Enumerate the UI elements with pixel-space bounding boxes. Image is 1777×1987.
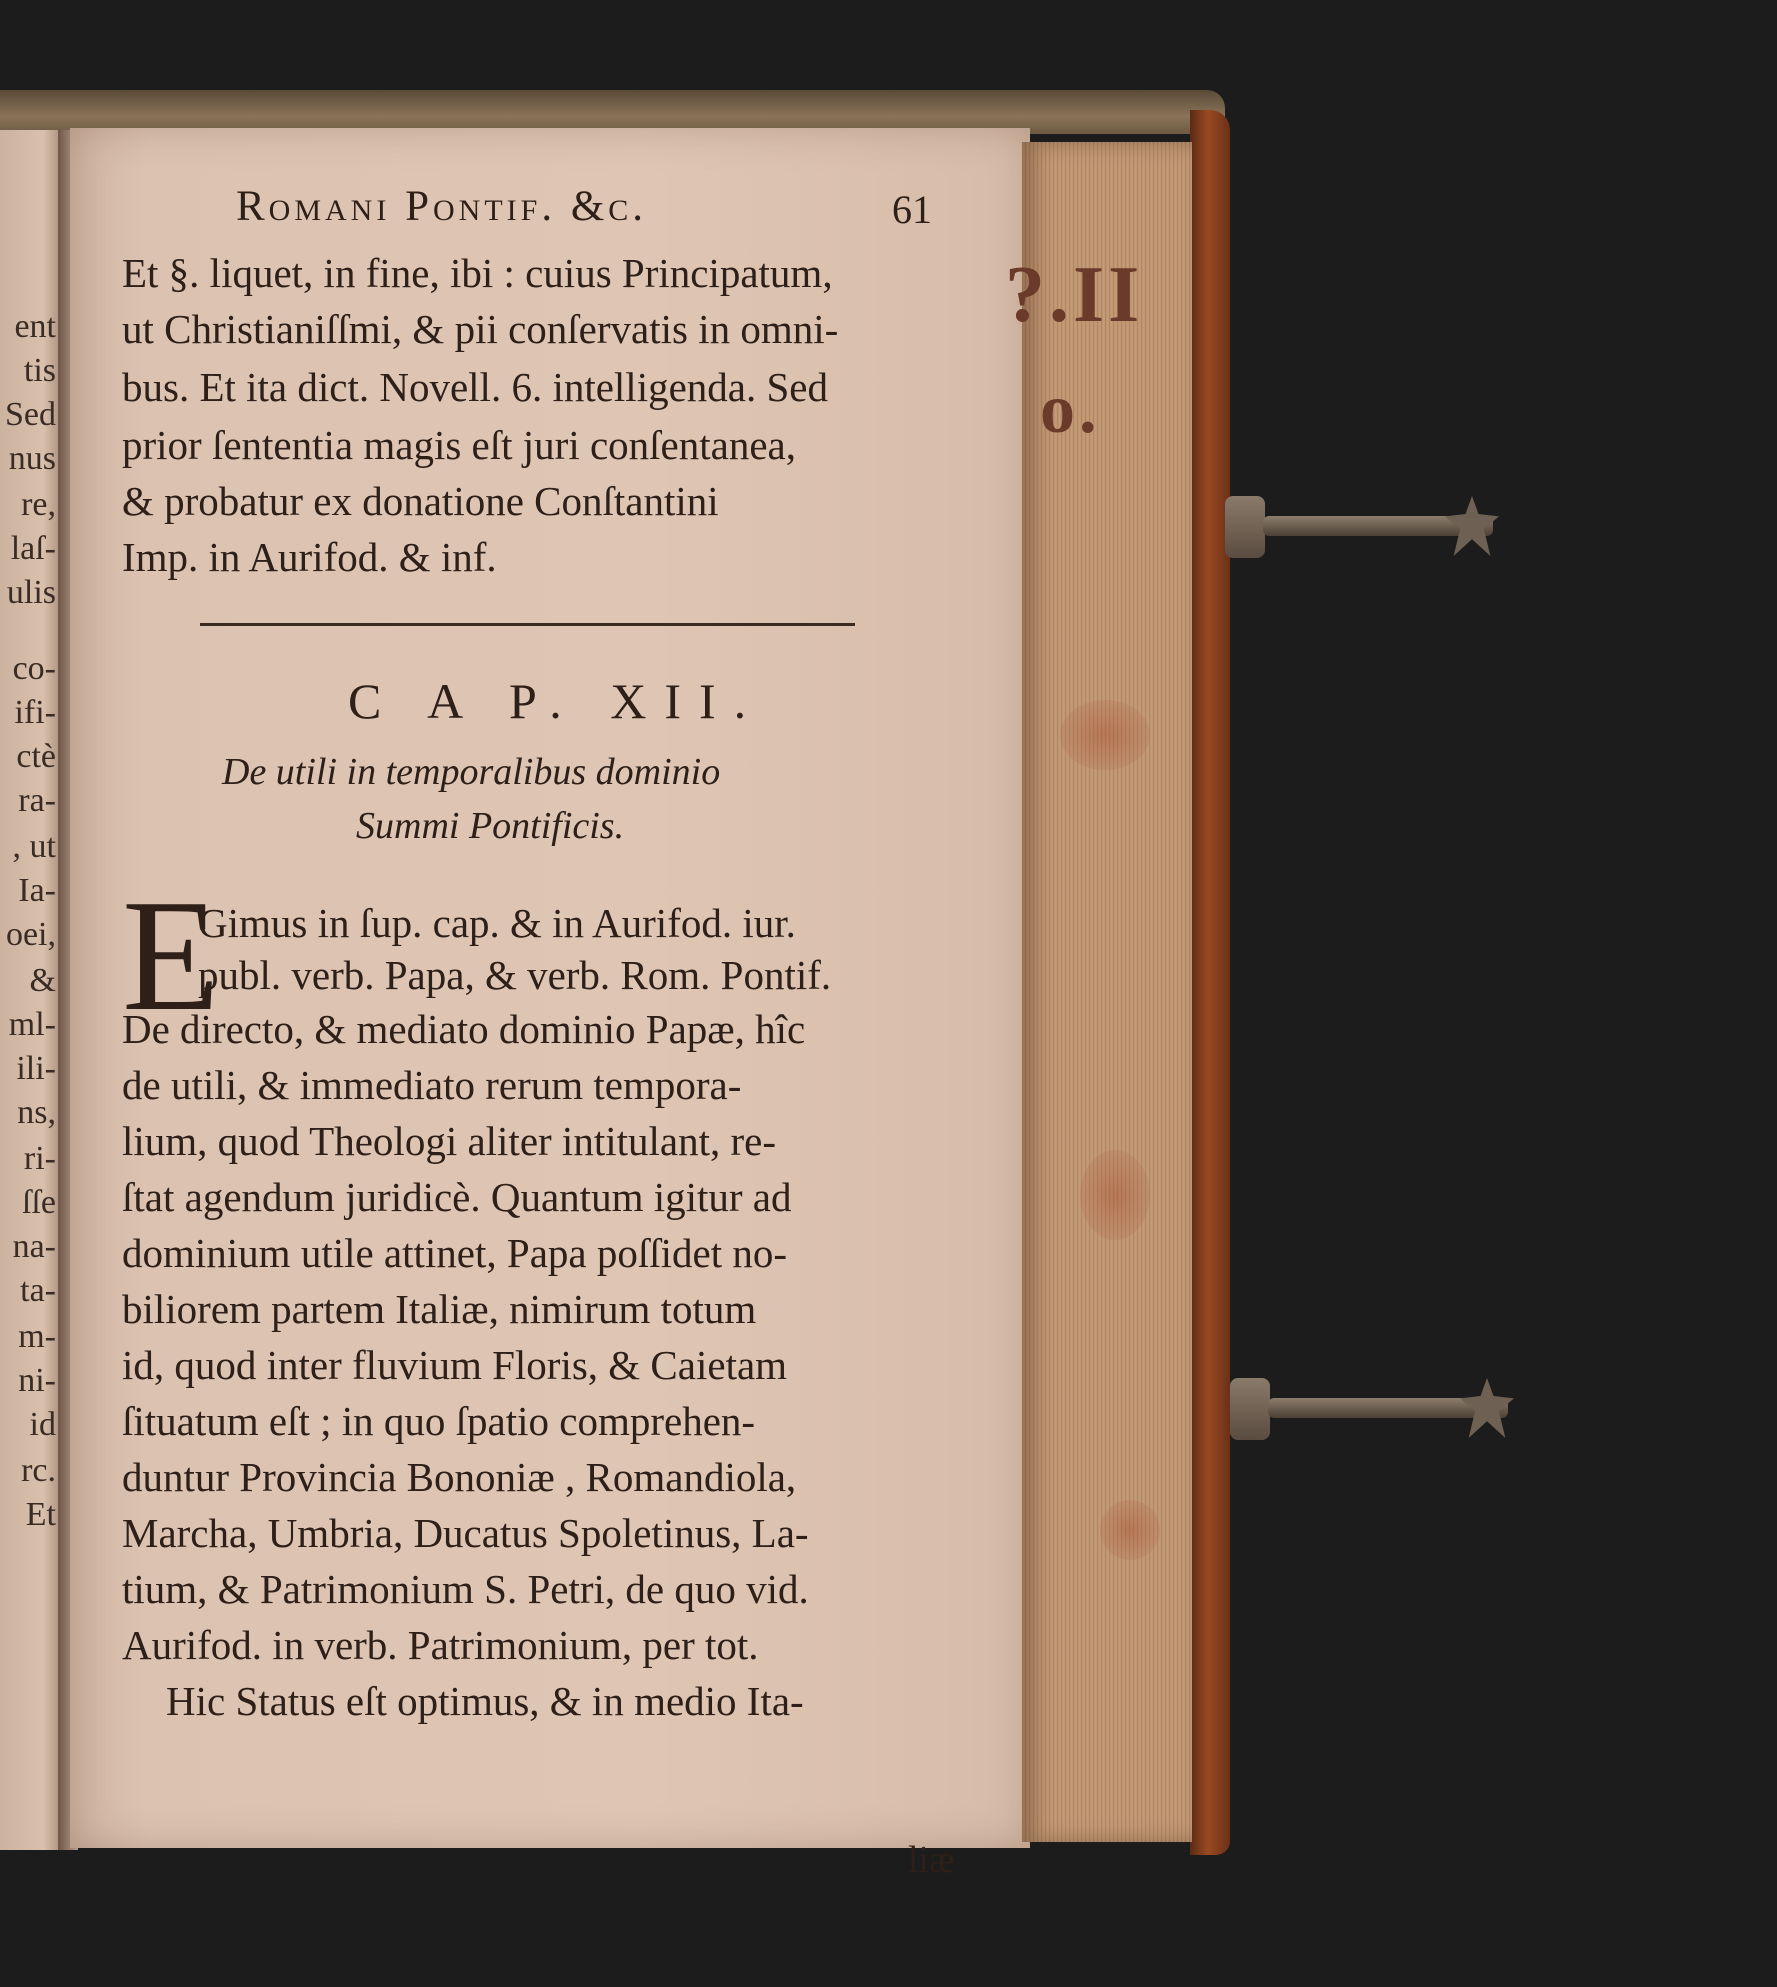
text-line: publ. verb. Papa, & verb. Rom. Pontif. — [198, 952, 832, 998]
text-line: ſituatum eſt ; in quo ſpatio comprehen- — [122, 1398, 756, 1444]
previous-page-text-fragment: Ia- — [18, 872, 56, 909]
previous-page-edge — [0, 130, 62, 1850]
book-cover-spine-edge — [1190, 110, 1230, 1855]
text-line: de utili, & immediato rerum tempora- — [122, 1062, 742, 1108]
previous-page-text-fragment: ra- — [18, 782, 56, 819]
text-line: prior ſententia magis eſt juri conſentanea, — [122, 422, 796, 468]
running-head: Romani Pontif. &c. — [236, 183, 648, 230]
text-line: Aurifod. in verb. Patrimonium, per tot. — [122, 1622, 759, 1668]
previous-page-text-fragment: m- — [18, 1318, 56, 1355]
previous-page-text-fragment: na- — [12, 1228, 56, 1265]
previous-page-text-fragment: Sed — [5, 396, 56, 433]
previous-page-text-fragment: nus — [8, 440, 56, 477]
clasp-hinge — [1225, 496, 1265, 558]
text-line: id, quod inter fluvium Floris, & Caietam — [122, 1342, 788, 1388]
text-line: Hic Status eſt optimus, & in medio Ita- — [166, 1678, 804, 1724]
text-line: De directo, & mediato dominio Papæ, hîc — [122, 1006, 806, 1052]
text-line: bus. Et ita dict. Novell. 6. intelligenda. Sed — [122, 364, 828, 410]
text-line: Imp. in Aurifod. & inf. — [122, 534, 497, 580]
fore-edge-inscription: o. — [1040, 371, 1101, 448]
previous-page-text-fragment: co- — [12, 650, 56, 687]
previous-page-text-fragment: ſſe — [22, 1184, 56, 1221]
text-line: duntur Provincia Bononiæ , Romandiola, — [122, 1454, 797, 1500]
drop-cap: E — [122, 866, 220, 1044]
previous-page-text-fragment: ta- — [20, 1272, 56, 1309]
fore-edge-inscription: ?.II — [1005, 251, 1144, 339]
previous-page-text-fragment: ili- — [16, 1050, 56, 1087]
previous-page-text-fragment: ni- — [18, 1362, 56, 1399]
previous-page-text-fragment: ri- — [23, 1140, 56, 1177]
text-line: & probatur ex donatione Conſtantini — [122, 478, 719, 524]
previous-page-text-fragment: ulis — [6, 574, 56, 611]
previous-page-text-fragment: ifi- — [14, 694, 56, 731]
previous-page-text-fragment: Et — [25, 1496, 56, 1533]
previous-page-text-fragment: oei, — [5, 916, 56, 953]
previous-page-text-fragment: ml- — [8, 1006, 56, 1043]
catchword: liæ — [908, 1839, 955, 1881]
previous-page-text-fragment: id — [29, 1406, 56, 1443]
text-line: Et §. liquet, in fine, ibi : cuius Principatum, — [122, 250, 833, 296]
foxing-stain — [1080, 1150, 1150, 1240]
text-line: Gimus in ſup. cap. & in Aurifod. iur. — [198, 900, 796, 946]
text-line: Marcha, Umbria, Ducatus Spoletinus, La- — [122, 1510, 809, 1556]
text-line: ſtat agendum juridicè. Quantum igitur ad — [122, 1174, 792, 1220]
previous-page-text-fragment: laſ- — [10, 530, 56, 567]
previous-page-text-fragment: tis — [23, 352, 56, 389]
text-line: ut Christianiſſmi, & pii conſervatis in omni- — [122, 306, 839, 352]
clasp-hinge — [1230, 1378, 1270, 1440]
previous-page-text-fragment: & — [29, 962, 56, 999]
text-line: dominium utile attinet, Papa poſſidet no- — [122, 1230, 788, 1276]
chapter-subtitle: Summi Pontificis. — [356, 805, 625, 847]
previous-page-text-fragment: , ut — [12, 828, 56, 865]
text-line: tium, & Patrimonium S. Petri, de quo vid. — [122, 1566, 809, 1612]
previous-page-text-fragment: rc. — [21, 1452, 56, 1489]
previous-page-text-fragment: ns, — [17, 1094, 56, 1131]
previous-page-text-fragment: ent — [14, 308, 56, 345]
previous-page-text-fragment: re, — [21, 486, 56, 523]
foxing-stain — [1060, 700, 1150, 770]
page-number: 61 — [892, 187, 932, 232]
foxing-stain — [1100, 1500, 1160, 1560]
text-line: lium, quod Theologi aliter intitulant, re- — [122, 1118, 776, 1164]
text-line: biliorem partem Italiæ, nimirum totum — [122, 1286, 757, 1332]
section-rule — [200, 623, 855, 626]
previous-page-text-fragment: ctè — [16, 738, 56, 775]
chapter-heading: C A P. XII. — [348, 673, 765, 729]
chapter-subtitle: De utili in temporalibus dominio — [222, 751, 721, 793]
